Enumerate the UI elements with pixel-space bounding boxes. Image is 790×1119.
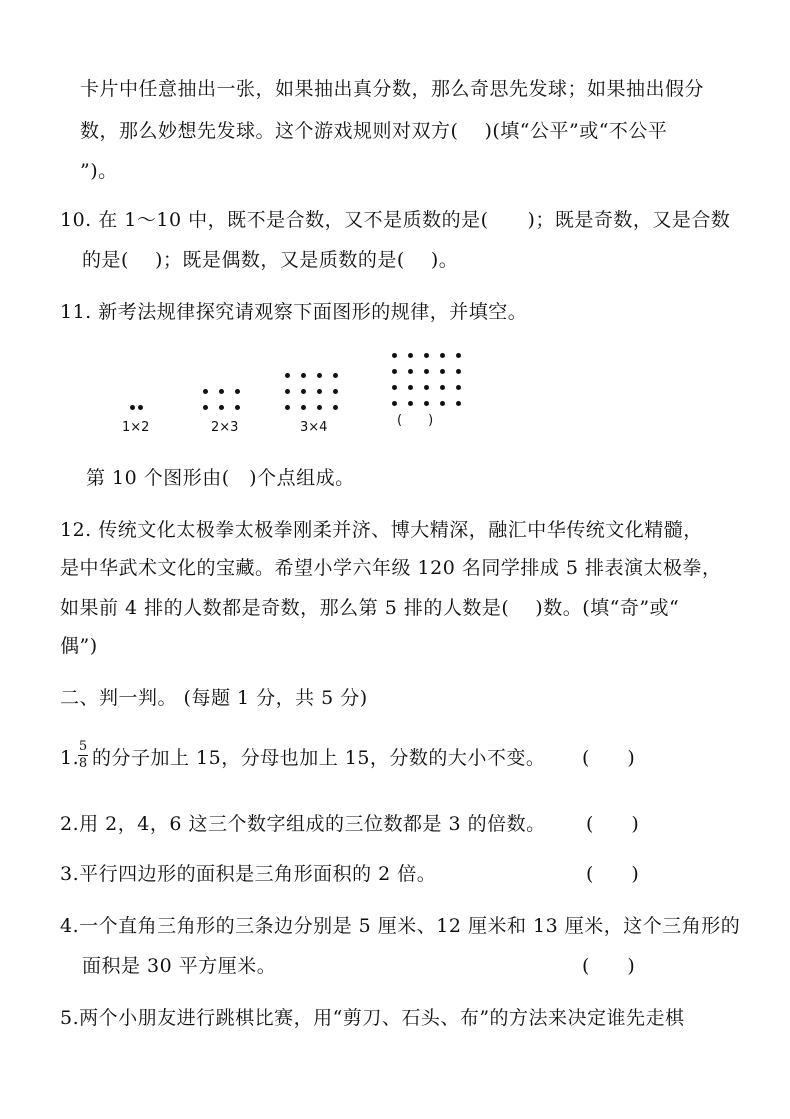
pattern-dot xyxy=(408,353,413,358)
fraction-5-8 xyxy=(78,740,88,771)
figure-caption: ( ) xyxy=(397,413,434,428)
pattern-dot xyxy=(440,353,445,358)
fraction-numerator: 5 xyxy=(78,739,88,754)
pattern-dot xyxy=(424,401,429,406)
section-2-heading: 二、判一判。 (每题 1 分，共 5 分) xyxy=(60,687,368,709)
pattern-dot xyxy=(408,385,413,390)
pattern-dot xyxy=(301,405,306,410)
judge-item-1-prefix: 1. xyxy=(60,747,80,769)
q10-line-1: 10. 在 1～10 中，既不是合数，又不是质数的是( )；既是奇数，又是合数 xyxy=(60,209,731,231)
pattern-dot xyxy=(440,401,445,406)
pattern-dot xyxy=(317,389,322,394)
q11-answer-line: 第 10 个图形由( )个点组成。 xyxy=(86,467,355,489)
pattern-dot xyxy=(138,405,143,410)
pattern-dot xyxy=(440,385,445,390)
pattern-dot xyxy=(333,373,338,378)
judge-item-1-text: 的分子加上 15，分母也加上 15，分数的大小不变。 xyxy=(92,747,546,769)
pattern-dot xyxy=(285,389,290,394)
judge-item-3-text: 3.平行四边形的面积是三角形面积的 2 倍。 xyxy=(60,863,437,885)
pattern-dot xyxy=(235,389,240,394)
pattern-dot xyxy=(317,405,322,410)
pattern-dot xyxy=(440,369,445,374)
pattern-dot xyxy=(203,405,208,410)
pattern-dot xyxy=(219,389,224,394)
pattern-dot xyxy=(317,373,322,378)
pattern-dot xyxy=(392,353,397,358)
pattern-dot xyxy=(392,401,397,406)
judge-item-2-text: 2.用 2，4，6 这三个数字组成的三位数都是 3 的倍数。 xyxy=(60,813,546,835)
pattern-dot xyxy=(392,385,397,390)
pattern-dot xyxy=(456,369,461,374)
figure-caption: 3×4 xyxy=(300,420,328,435)
pattern-dot xyxy=(235,405,240,410)
pattern-dot xyxy=(333,389,338,394)
pattern-dot xyxy=(301,373,306,378)
judge-item-4-text: 4.一个直角三角形的三条边分别是 5 厘米、12 厘米和 13 厘米，这个三角形的 xyxy=(60,915,741,937)
pattern-dot xyxy=(456,401,461,406)
figure-caption: 1×2 xyxy=(122,420,150,435)
q12-line-3: 如果前 4 排的人数都是奇数，那么第 5 排的人数是( )数。(填“奇”或“ xyxy=(60,597,680,619)
pattern-dot xyxy=(424,353,429,358)
judge-item-1-answer-parens[interactable]: ( ) xyxy=(582,747,635,769)
fraction-denominator: 8 xyxy=(78,756,88,771)
judge-item-4-answer-parens[interactable]: ( ) xyxy=(582,955,635,977)
q10-line-2: 的是( )；既是偶数，又是质数的是( )。 xyxy=(82,249,459,271)
pattern-dot xyxy=(456,385,461,390)
judge-item-5-text: 5.两个小朋友进行跳棋比赛，用“剪刀、石头、布”的方法来决定谁先走棋 xyxy=(60,1007,685,1029)
q12-line-4: 偶”) xyxy=(60,635,98,657)
judge-item-3-answer-parens[interactable]: ( ) xyxy=(586,863,639,885)
q9-line-3: ”)。 xyxy=(80,160,118,182)
pattern-dot xyxy=(219,405,224,410)
pattern-dot xyxy=(408,401,413,406)
judge-item-4-text-2: 面积是 30 平方厘米。 xyxy=(82,955,277,977)
pattern-dot xyxy=(424,369,429,374)
q9-line-1: 卡片中任意抽出一张，如果抽出真分数，那么奇思先发球；如果抽出假分 xyxy=(80,78,705,100)
q12-line-1: 12. 传统文化太极拳太极拳刚柔并济、博大精深，融汇中华传统文化精髓， xyxy=(60,519,703,541)
figure-caption: 2×3 xyxy=(211,420,239,435)
pattern-dot xyxy=(424,385,429,390)
q11-title: 11. 新考法规律探究请观察下面图形的规律，并填空。 xyxy=(60,301,528,323)
pattern-dot xyxy=(130,405,135,410)
q9-line-2: 数，那么妙想先发球。这个游戏规则对双方( )(填“公平”或“不公平 xyxy=(80,120,668,142)
pattern-dot xyxy=(333,405,338,410)
pattern-dot xyxy=(285,405,290,410)
pattern-dot xyxy=(203,389,208,394)
pattern-dot xyxy=(392,369,397,374)
pattern-dot xyxy=(456,353,461,358)
judge-item-2-answer-parens[interactable]: ( ) xyxy=(586,813,639,835)
pattern-dot xyxy=(285,373,290,378)
pattern-dot xyxy=(301,389,306,394)
q12-line-2: 是中华武术文化的宝藏。希望小学六年级 120 名同学排成 5 排表演太极拳， xyxy=(60,557,722,579)
pattern-dot xyxy=(408,369,413,374)
